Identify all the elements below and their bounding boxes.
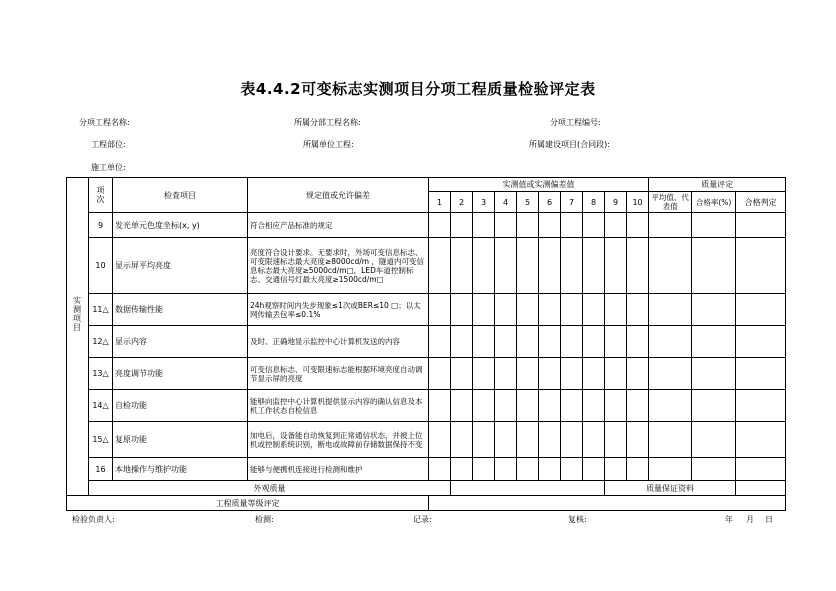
measure-col-10: 10	[627, 192, 649, 213]
table-row	[67, 358, 786, 390]
row-item: 本地操作与维护功能	[113, 458, 248, 481]
row-item: 显示内容	[113, 326, 248, 358]
unit-project-label: 所属单位工程:	[303, 140, 354, 149]
subproject-no-label: 分项工程编号:	[550, 118, 601, 127]
subproject-name-label: 分项工程名称:	[79, 118, 130, 127]
measured-header: 实测值或实测偏差值	[429, 178, 649, 192]
measure-col-1: 1	[429, 192, 451, 213]
row-spec: 24h观察时间内失步现象≤1次或BER≤10 □；以太网传输丢包率≤0.1%	[248, 294, 429, 326]
row-spec: 能够与便携机连接进行检测和维护	[248, 458, 429, 481]
measure-col-5: 5	[517, 192, 539, 213]
row-spec: 及时、正确地显示监控中心计算机发送的内容	[248, 326, 429, 358]
measure-col-2: 2	[451, 192, 473, 213]
check-item-header: 检查项目	[113, 178, 248, 213]
project-dept-label: 工程部位:	[91, 140, 126, 149]
contractor-label: 施工单位:	[91, 163, 126, 172]
row-no: 14△	[89, 390, 113, 422]
row-spec: 加电后，设备能自动恢复到正常通信状态，并被上位机或控制系统识别，断电或故障前存储数据保持不变	[248, 422, 429, 458]
table-row	[67, 458, 786, 481]
table-row	[67, 294, 786, 326]
table-row	[67, 213, 786, 238]
construction-project-label: 所属建设项目(合同段):	[529, 140, 610, 149]
row-item: 发光单元色度坐标(x, y)	[113, 213, 248, 238]
grade-label: 工程质量等级评定	[67, 496, 429, 511]
row-spec: 亮度符合设计要求。无要求时，外场可变信息标志、可变限速标志最大亮度≥8000cd/m ，隧道内可变信息标志最大亮度≥5000cd/m□，LED车道控制标志、交通信号灯最大亮度≥1500cd/m□	[248, 238, 429, 294]
table-row	[67, 422, 786, 458]
month-label: 月	[746, 515, 754, 524]
row-item: 复原功能	[113, 422, 248, 458]
year-label: 年	[725, 515, 733, 524]
row-no: 9	[89, 213, 113, 238]
row-item: 自检功能	[113, 390, 248, 422]
grade-value	[429, 496, 786, 511]
row-no: 11△	[89, 294, 113, 326]
spec-header: 规定值或允许偏差	[248, 178, 429, 213]
measure-col-7: 7	[561, 192, 583, 213]
recorder-label: 记录:	[413, 515, 432, 524]
tester-label: 检测:	[255, 515, 274, 524]
row-item: 显示屏平均亮度	[113, 238, 248, 294]
row-item: 数据传输性能	[113, 294, 248, 326]
measure-col-6: 6	[539, 192, 561, 213]
quality-assurance-value	[736, 481, 786, 496]
row-no: 13△	[89, 358, 113, 390]
parent-subpart-name-label: 所属分部工程名称:	[294, 118, 361, 127]
quality-assurance-label: 质量保证资料	[605, 481, 736, 496]
row-no: 15△	[89, 422, 113, 458]
day-label: 日	[765, 515, 773, 524]
row-no: 12△	[89, 326, 113, 358]
avg-header: 平均值、代表值	[649, 192, 692, 213]
row-item: 亮度调节功能	[113, 358, 248, 390]
inspection-table	[66, 177, 786, 511]
item-no-header: 项次	[89, 178, 113, 213]
measure-col-8: 8	[583, 192, 605, 213]
row-spec: 可变信息标志、可变限速标志能根据环境亮度自动调节显示屏的亮度	[248, 358, 429, 390]
table-row	[67, 238, 786, 294]
row-spec: 符合相应产品标准的规定	[248, 213, 429, 238]
table-row	[67, 326, 786, 358]
appearance-quality-label: 外观质量	[89, 481, 451, 496]
table-left-margin	[67, 178, 89, 496]
row-spec: 能够向监控中心计算机提供显示内容的确认信息及本机工作状态自检信息	[248, 390, 429, 422]
quality-header: 质量评定	[649, 178, 786, 192]
measure-col-4: 4	[495, 192, 517, 213]
measure-col-3: 3	[473, 192, 495, 213]
inspector-label: 检验负责人:	[72, 515, 115, 524]
table-row	[67, 390, 786, 422]
reviewer-label: 复核:	[568, 515, 587, 524]
appearance-quality-value	[451, 481, 605, 496]
row-no: 16	[89, 458, 113, 481]
verdict-header: 合格判定	[736, 192, 786, 213]
measure-col-9: 9	[605, 192, 627, 213]
pass-rate-header: 合格率(%)	[692, 192, 736, 213]
row-no: 10	[89, 238, 113, 294]
page-title: 表4.4.2可变标志实测项目分项工程质量检验评定表	[240, 80, 596, 98]
side-label: 实测项目	[73, 296, 81, 332]
